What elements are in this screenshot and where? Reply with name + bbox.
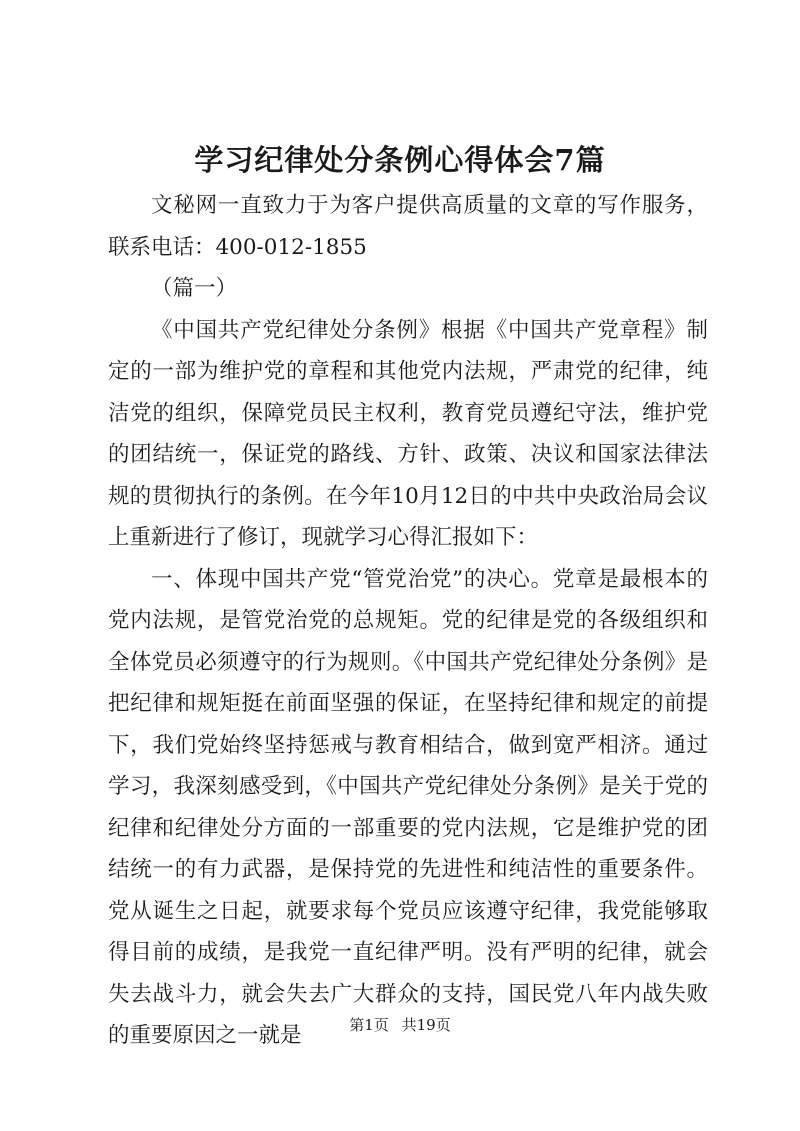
section-heading: （篇一）: [151, 276, 238, 301]
total-pages: 共19页: [401, 1016, 451, 1034]
document-title: 学习纪律处分条例心得体会7篇: [194, 143, 606, 177]
body-paragraph: 一、体现中国共产党“管党治党”的决心。党章是最根本的党内法规，是管党治党的总规矩。党的纪律是党的各级组织和全体党员必须遵守的行为规则。《中国共产党纪律处分条例》是把纪律和规矩挺在前面坚强的保证，在坚持纪律和规定的前提下，我们党始终坚持惩戒与教育相结合，做到宽严相济。通过学习，我深刻感受到，《中国共产党纪律处分条例》是关于党的纪律和纪律处分方面的一部重要的党内法规，它是维护党的团结统一的有力武器，是保持党的先进性和纯洁性的重要条件。党从诞生之日起，就要求每个党员应该遵守纪律，我党能够取得目前的成绩，是我党一直纪律严明。没有严明的纪律，就会失去战斗力，就会失去广大群众的支持，国民党八年内战失败的重要原因之一就是: [108, 566, 708, 1048]
body-paragraph: 《中国共产党纪律处分条例》根据《中国共产党章程》制定的一部为维护党的章程和其他党内法规，严肃党的纪律，纯洁党的组织，保障党员民主权利，教育党员遵纪守法，维护党的团结统一，保证党的路线、方针、政策、决议和国家法律法规的贯彻执行的条例。在今年10月12日的中共中央政治局会议上重新进行了修订，现就学习心得汇报如下：: [108, 317, 708, 550]
page-number: 第1页: [349, 1016, 389, 1034]
document-body: [108, 185, 708, 1057]
page-footer: [0, 1015, 800, 1035]
intro-paragraph: 文秘网一直致力于为客户提供高质量的文章的写作服务，联系电话：400-012-1855: [108, 193, 708, 260]
